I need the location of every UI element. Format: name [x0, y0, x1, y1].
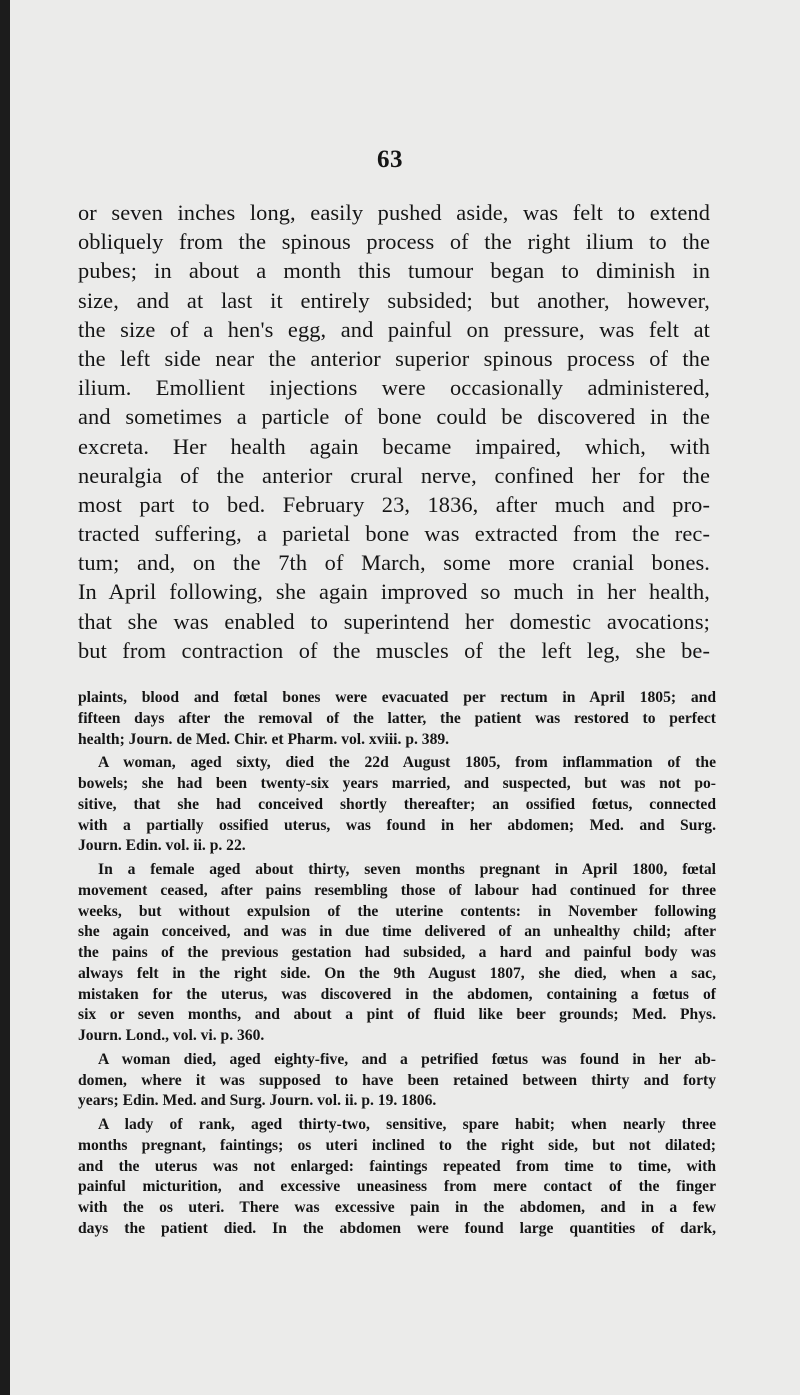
footnote-line: fifteen days after the removal of the latter, the patient was restored to perfect [78, 709, 716, 727]
text-line: neuralgia of the anterior crural nerve, confined her for the [78, 462, 710, 488]
book-page [10, 0, 800, 1395]
footnote-line: years; Edin. Med. and Surg. Journ. vol. ii. p. 19. 1806. [78, 1092, 437, 1110]
footnote-line: A woman, aged sixty, died the 22d August 1805, from inflammation of the [98, 754, 716, 772]
footnote-line: months pregnant, faintings; os uteri inclined to the right side, but not dilated; [78, 1136, 716, 1154]
footnote-paragraph [78, 1115, 716, 1240]
footnote-line: bowels; she had been twenty-six years married, and suspected, but was not po- [78, 775, 716, 792]
footnote-line: and the uterus was not enlarged: faintings repeated from time to time, with [78, 1157, 716, 1175]
footnote-line: six or seven months, and about a pint of fluid like beer grounds; Med. Phys. [78, 1006, 716, 1024]
footnote-line: movement ceased, after pains resembling those of labour had continued for three [78, 881, 716, 899]
footnote-line: A woman died, aged eighty-five, and a petrified fœtus was found in her ab- [98, 1050, 716, 1068]
footnote-line: she again conceived, and was in due time delivered of an unhealthy child; after [78, 923, 716, 941]
text-line: pubes; in about a month this tumour began to diminish in [78, 258, 710, 284]
text-line: size, and at last it entirely subsided; but another, however, [78, 287, 710, 313]
text-line: or seven inches long, easily pushed aside, was felt to extend [78, 200, 710, 225]
text-line: most part to bed. February 23, 1836, after much and pro- [78, 491, 710, 517]
footnote-line: always felt in the right side. On the 9th August 1807, she died, when a sac, [78, 964, 716, 982]
footnote-paragraph [78, 1050, 716, 1112]
text-line: the size of a hen's egg, and painful on pressure, was felt at [78, 316, 710, 342]
main-text [78, 198, 710, 665]
text-line: and sometimes a particle of bone could be discovered in the [78, 404, 710, 430]
text-line: the left side near the anterior superior spinous process of the [78, 345, 710, 371]
text-line: obliquely from the spinous process of the right ilium to the [78, 229, 710, 255]
footnote-line: the pains of the previous gestation had subsided, a hard and painful body was [78, 944, 716, 961]
footnote-line: domen, where it was supposed to have been retained between thirty and forty [78, 1071, 716, 1089]
text-line: tum; and, on the 7th of March, some more cranial bones. [78, 550, 710, 576]
footnote-paragraph [78, 753, 716, 857]
footnote-line: A lady of rank, aged thirty-two, sensitive, spare habit; when nearly three [98, 1116, 716, 1133]
footnote-line: with the os uteri. There was excessive pain in the abdomen, and in a few [78, 1199, 716, 1216]
footnote-line: plaints, blood and fœtal bones were evacuated per rectum in April 1805; and [78, 689, 716, 706]
footnote-line: days the patient died. In the abdomen were found large quantities of dark, [78, 1219, 716, 1237]
footnote-paragraph [78, 688, 716, 750]
footnote-line: Journ. Edin. vol. ii. p. 22. [78, 837, 246, 855]
text-line: In April following, she again improved so much in her health, [78, 579, 710, 605]
footnote-line: painful micturition, and excessive uneasiness from mere contact of the finger [78, 1178, 716, 1196]
footnotes [78, 688, 716, 1240]
text-line: ilium. Emollient injections were occasionally administered, [78, 375, 710, 401]
page-number: 63 [377, 146, 403, 173]
text-line: that she was enabled to superintend her domestic avocations; [78, 608, 710, 634]
footnote-line: mistaken for the uterus, was discovered in the abdomen, containing a fœtus of [78, 985, 716, 1003]
text-line: but from contraction of the muscles of the left leg, she be- [78, 637, 710, 663]
footnote-line: health; Journ. de Med. Chir. et Pharm. vol. xviii. p. 389. [78, 730, 450, 748]
text-line: tracted suffering, a parietal bone was extracted from the rec- [78, 521, 710, 547]
footnote-line: with a partially ossified uterus, was found in her abdomen; Med. and Surg. [78, 816, 716, 834]
footnote-paragraph [78, 860, 716, 1047]
text-line: excreta. Her health again became impaired, which, with [78, 433, 710, 459]
footnote-line: weeks, but without expulsion of the uterine contents: in November following [78, 902, 716, 920]
footnote-line: In a female aged about thirty, seven months pregnant in April 1800, fœtal [98, 861, 716, 878]
footnote-line: sitive, that she had conceived shortly thereafter; an ossified fœtus, connected [78, 795, 716, 813]
footnote-line: Journ. Lond., vol. vi. p. 360. [78, 1027, 265, 1044]
